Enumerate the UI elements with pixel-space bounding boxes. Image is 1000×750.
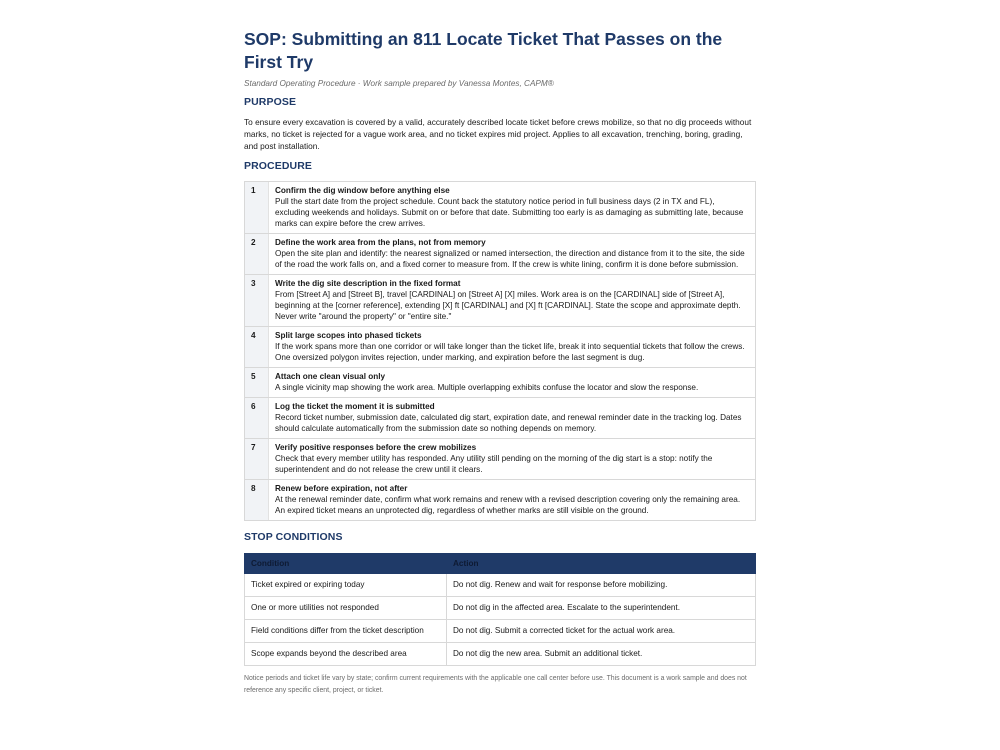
step-number: 4: [245, 327, 269, 367]
step-number: 5: [245, 368, 269, 397]
step-text: From [Street A] and [Street B], travel [CARDINAL] on [Street A] [X] miles. Work area is on the [CARDINAL] side of [Street A], beginning at the [corner reference], extending [X] ft [CARDINAL] and [X] ft [CARDINAL]. State the scope and approximate depth. Never write "around the property" or "entire site.": [275, 290, 741, 321]
procedure-step: [245, 439, 755, 480]
table-row: [245, 574, 756, 597]
procedure-heading: PROCEDURE: [244, 160, 312, 172]
procedure-step: [245, 480, 755, 521]
action-cell: Do not dig. Renew and wait for response before mobilizing.: [447, 574, 756, 597]
footnote: Notice periods and ticket life vary by state; confirm current requirements with the applicable one call center before use. This document is a work sample and does not reference any specific client, project, or ticket.: [244, 675, 747, 694]
step-body: [269, 182, 755, 233]
procedure-step: [245, 234, 755, 275]
action-cell: Do not dig. Submit a corrected ticket for the actual work area.: [447, 620, 756, 643]
step-number: 2: [245, 234, 269, 274]
step-body: [269, 439, 755, 479]
step-body: [269, 480, 755, 520]
step-text: If the work spans more than one corridor or will take longer than the ticket life, break it into sequential tickets that follow the crews. One oversized polygon invites rejection, under marking, and expiration before the last segment is dug.: [275, 342, 745, 362]
condition-cell: Scope expands beyond the described area: [245, 643, 447, 666]
procedure-step: [245, 182, 755, 234]
procedure-step: [245, 398, 755, 439]
step-text: Pull the start date from the project schedule. Count back the statutory notice period in full business days (2 in TX and FL), excluding weekends and holidays. Submit on or before that date. Submitting too early is as damaging as submitting late, because marks can expire before the crew arrives.: [275, 197, 744, 228]
sop-document: [244, 0, 756, 697]
table-row: [245, 597, 756, 620]
step-text: Open the site plan and identify: the nearest signalized or named intersection, the direction and distance from it to the site, the side of the road the work falls on, and a fixed corner to measure from. If the crew is white lining, confirm it is done before submission.: [275, 249, 745, 269]
step-title: Confirm the dig window before anything else: [275, 186, 450, 195]
condition-cell: Field conditions differ from the ticket description: [245, 620, 447, 643]
step-number: 6: [245, 398, 269, 438]
step-title: Verify positive responses before the crew mobilizes: [275, 443, 477, 452]
condition-cell: Ticket expired or expiring today: [245, 574, 447, 597]
column-header-condition: Condition: [245, 554, 447, 574]
procedure-steps: [244, 181, 756, 521]
step-number: 1: [245, 182, 269, 233]
purpose-heading: PURPOSE: [244, 96, 297, 108]
step-text: Check that every member utility has responded. Any utility still pending on the morning of the dig start is a stop: notify the superintendent and do not release the crew until it clears.: [275, 454, 713, 474]
step-body: [269, 398, 755, 438]
step-text: Record ticket number, submission date, calculated dig start, expiration date, and renewal reminder date in the tracking log. Dates should calculate automatically from the submission date so nothing depends on memory.: [275, 413, 742, 433]
step-body: [269, 327, 755, 367]
step-number: 8: [245, 480, 269, 520]
table-header-row: [245, 554, 756, 574]
step-number: 3: [245, 275, 269, 326]
procedure-step: [245, 327, 755, 368]
step-number: 7: [245, 439, 269, 479]
stop-conditions-table: [244, 553, 756, 666]
action-cell: Do not dig in the affected area. Escalate to the superintendent.: [447, 597, 756, 620]
document-title: SOP: Submitting an 811 Locate Ticket That Passes on the First Try: [244, 29, 723, 72]
step-title: Renew before expiration, not after: [275, 484, 408, 493]
condition-cell: One or more utilities not responded: [245, 597, 447, 620]
step-text: At the renewal reminder date, confirm what work remains and renew with a revised description covering only the remaining area. An expired ticket means an unprotected dig, regardless of whether marks are still visible on the ground.: [275, 495, 741, 515]
procedure-step: [245, 368, 755, 398]
step-title: Write the dig site description in the fixed format: [275, 279, 461, 288]
action-cell: Do not dig the new area. Submit an additional ticket.: [447, 643, 756, 666]
step-body: [269, 234, 755, 274]
step-title: Attach one clean visual only: [275, 372, 386, 381]
purpose-text: To ensure every excavation is covered by a valid, accurately described locate ticket before crews mobilize, so that no dig proceeds without marks, no ticket is rejected for a vague work area, and no ticket expires mid project. Applies to all excavation, trenching, boring, grading, and post installation.: [244, 117, 752, 151]
table-row: [245, 643, 756, 666]
step-title: Define the work area from the plans, not from memory: [275, 238, 486, 247]
stop-conditions-heading: STOP CONDITIONS: [244, 531, 343, 543]
procedure-step: [245, 275, 755, 327]
step-body: [269, 368, 755, 397]
document-subtitle: Standard Operating Procedure · Work sample prepared by Vanessa Montes, CAPM®: [244, 79, 554, 88]
table-row: [245, 620, 756, 643]
step-title: Log the ticket the moment it is submitted: [275, 402, 435, 411]
step-body: [269, 275, 755, 326]
step-title: Split large scopes into phased tickets: [275, 331, 422, 340]
column-header-action: Action: [447, 554, 756, 574]
step-text: A single vicinity map showing the work area. Multiple overlapping exhibits confuse the locator and slow the response.: [275, 383, 699, 392]
